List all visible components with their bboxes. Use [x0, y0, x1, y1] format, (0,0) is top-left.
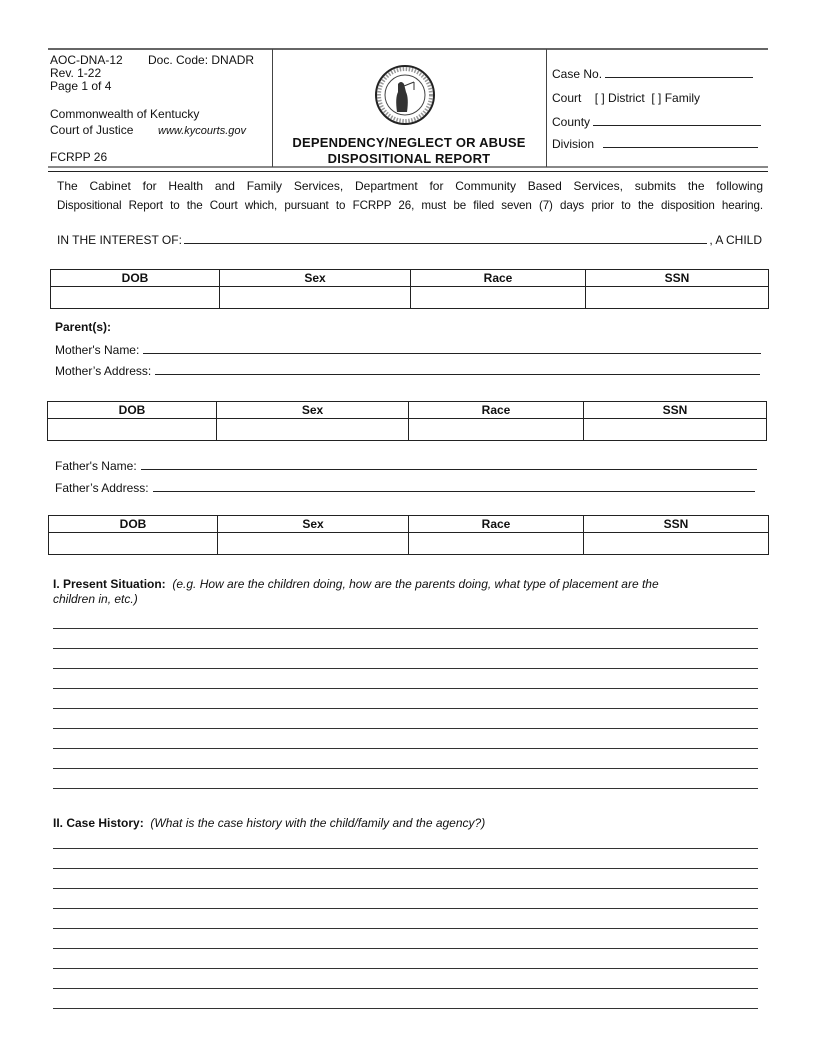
website-link[interactable]: www.kycourts.gov	[158, 125, 247, 137]
page-number: Page 1 of 4	[50, 79, 112, 93]
court-of-justice: Court of Justice	[50, 123, 134, 137]
child-suffix: , A CHILD	[709, 233, 762, 247]
division-field[interactable]	[552, 137, 758, 151]
sex-cell[interactable]	[218, 533, 409, 555]
father-address-field[interactable]	[55, 481, 755, 495]
father-info-table	[48, 515, 769, 555]
writing-line[interactable]	[53, 768, 758, 769]
col-sex: Sex	[217, 402, 409, 419]
ssn-cell[interactable]	[584, 533, 769, 555]
dob-cell[interactable]	[48, 419, 217, 441]
col-dob: DOB	[48, 402, 217, 419]
writing-line[interactable]	[53, 708, 758, 709]
child-name-field[interactable]	[57, 233, 762, 247]
writing-line[interactable]	[53, 988, 758, 989]
col-ssn: SSN	[584, 402, 767, 419]
intro-text	[57, 176, 763, 216]
dob-cell[interactable]	[51, 287, 220, 309]
writing-line[interactable]	[53, 928, 758, 929]
form-id: AOC-DNA-12	[50, 53, 123, 67]
commonwealth: Commonwealth of Kentucky	[50, 107, 200, 121]
case-no-field[interactable]	[552, 67, 753, 81]
writing-line[interactable]	[53, 868, 758, 869]
county-field[interactable]	[552, 115, 761, 129]
writing-line[interactable]	[53, 888, 758, 889]
col-race: Race	[411, 270, 586, 287]
section-heading: I. Present Situation:	[53, 577, 166, 591]
col-sex: Sex	[218, 516, 409, 533]
district-checkbox[interactable]: [ ] District	[594, 91, 645, 105]
writing-line[interactable]	[53, 748, 758, 749]
court-type	[552, 91, 700, 105]
section-hint-cont: children in, etc.)	[53, 592, 138, 606]
mother-address-field[interactable]	[55, 364, 760, 378]
writing-line[interactable]	[53, 1008, 758, 1009]
court-seal-icon	[374, 64, 436, 126]
writing-line[interactable]	[53, 788, 758, 789]
col-dob: DOB	[51, 270, 220, 287]
court-label: Court	[552, 91, 582, 105]
writing-line[interactable]	[53, 968, 758, 969]
rule-label: FCRPP 26	[50, 150, 108, 164]
header-rule-2	[48, 171, 768, 172]
col-race: Race	[409, 516, 584, 533]
sex-cell[interactable]	[217, 419, 409, 441]
section-present-situation	[53, 577, 659, 591]
col-ssn: SSN	[586, 270, 769, 287]
father-address-label: Father’s Address:	[55, 481, 149, 495]
writing-line[interactable]	[53, 668, 758, 669]
ssn-cell[interactable]	[586, 287, 769, 309]
race-cell[interactable]	[409, 419, 584, 441]
interest-label: IN THE INTEREST OF:	[57, 233, 182, 247]
mother-address-label: Mother’s Address:	[55, 364, 152, 378]
father-name-field[interactable]	[55, 459, 757, 473]
race-cell[interactable]	[411, 287, 586, 309]
col-race: Race	[409, 402, 584, 419]
sex-cell[interactable]	[220, 287, 411, 309]
intro-line: Dispositional Report to the Court which, pursuant to FCRPP 26, must be filed seven (7) days prior to the disposition hearing.	[57, 199, 763, 212]
mother-name-label: Mother's Name:	[55, 343, 140, 357]
family-checkbox[interactable]: [ ] Family	[651, 91, 701, 105]
division-label: Division	[552, 137, 595, 151]
section-heading: II. Case History:	[53, 816, 144, 830]
race-cell[interactable]	[409, 533, 584, 555]
header-rule	[48, 166, 768, 168]
form-subtitle: DISPOSITIONAL REPORT	[327, 151, 491, 166]
col-sex: Sex	[220, 270, 411, 287]
writing-line[interactable]	[53, 728, 758, 729]
parents-heading: Parent(s):	[55, 320, 112, 334]
writing-line[interactable]	[53, 648, 758, 649]
form-title: DEPENDENCY/NEGLECT OR ABUSE	[292, 135, 526, 150]
header-divider	[546, 49, 547, 167]
col-dob: DOB	[49, 516, 218, 533]
writing-line[interactable]	[53, 688, 758, 689]
ssn-cell[interactable]	[584, 419, 767, 441]
county-label: County	[552, 115, 591, 129]
mother-info-table	[47, 401, 767, 441]
col-ssn: SSN	[584, 516, 769, 533]
father-name-label: Father's Name:	[55, 459, 137, 473]
top-rule	[48, 48, 768, 50]
writing-line[interactable]	[53, 628, 758, 629]
intro-line: The Cabinet for Health and Family Services, Department for Community Based Services, submits the following	[57, 179, 763, 193]
mother-name-field[interactable]	[55, 343, 761, 357]
revision: Rev. 1-22	[50, 66, 102, 80]
case-no-label: Case No.	[552, 67, 603, 81]
section-hint: (e.g. How are the children doing, how are the parents doing, what type of placement are the	[172, 577, 659, 591]
dob-cell[interactable]	[49, 533, 218, 555]
child-info-table	[50, 269, 769, 309]
section-hint: (What is the case history with the child/family and the agency?)	[150, 816, 486, 830]
section-case-history	[53, 816, 485, 830]
doc-code: Doc. Code: DNADR	[148, 53, 255, 67]
writing-line[interactable]	[53, 908, 758, 909]
writing-line[interactable]	[53, 848, 758, 849]
writing-line[interactable]	[53, 948, 758, 949]
